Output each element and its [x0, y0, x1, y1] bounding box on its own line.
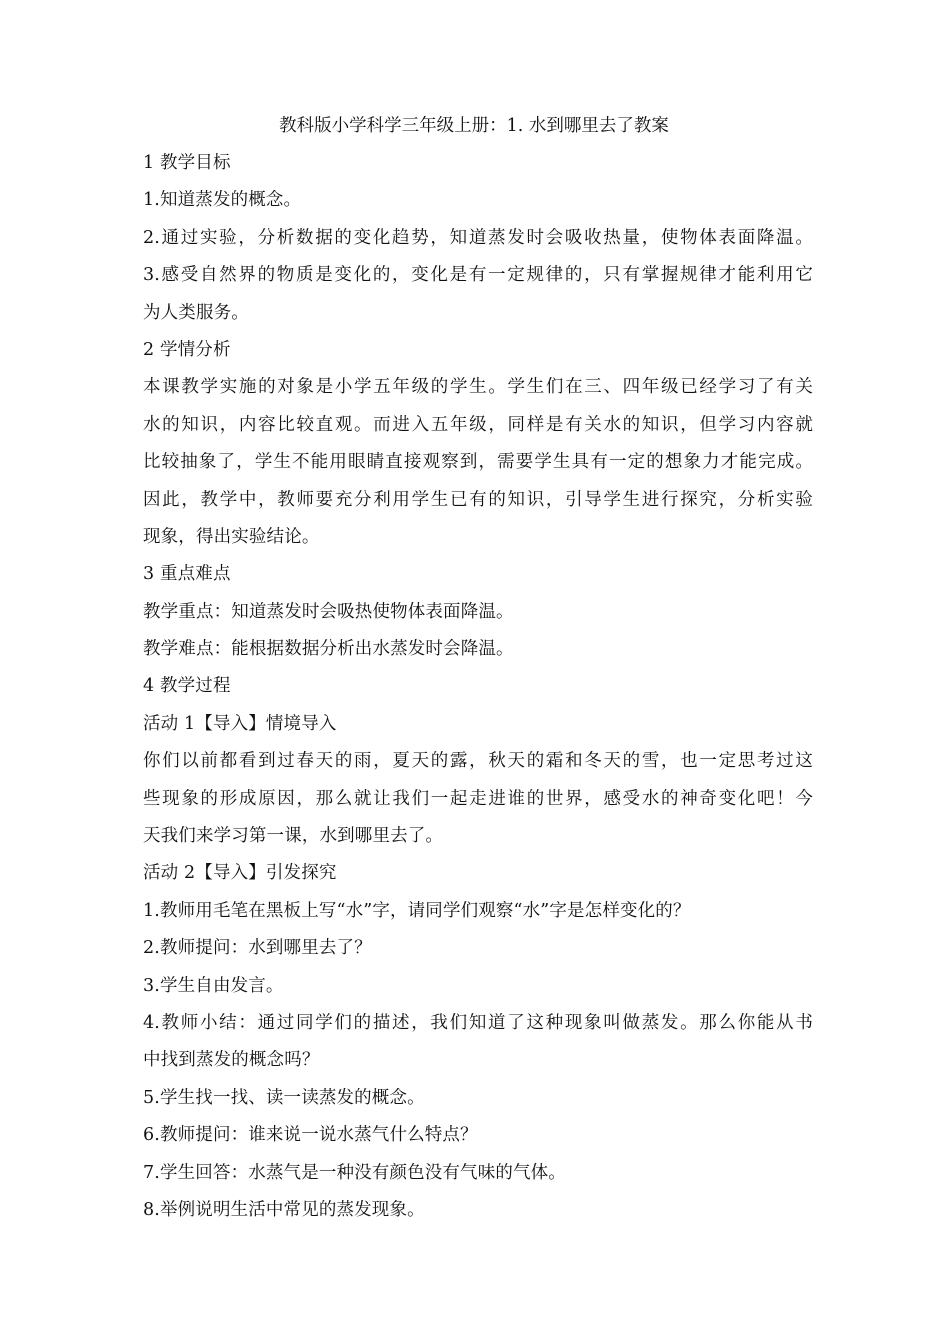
activity-1-paragraph-line: 你们以前都看到过春天的雨，夏天的露，秋天的霜和冬天的雪，也一定思考过这	[143, 751, 813, 772]
activity-2-step-1: 1.教师用毛笔在黑板上写“水”字，请同学们观察“水”字是怎样变化的？	[143, 900, 691, 921]
analysis-paragraph-line: 现象，得出实验结论。	[143, 526, 320, 547]
objective-item-3: 3.感受自然界的物质是变化的，变化是有一定规律的，只有掌握规律才能利用它	[143, 265, 813, 286]
activity-2-step-5: 5.学生找一找、读一读蒸发的概念。	[143, 1087, 425, 1108]
activity-2-step-3: 3.学生自由发言。	[143, 975, 284, 996]
activity-2-step-7: 7.学生回答：水蒸气是一种没有颜色没有气味的气体。	[143, 1162, 566, 1183]
section-heading-analysis: 2 学情分析	[143, 339, 231, 360]
document-body	[143, 108, 813, 1229]
key-point-difficulty: 教学难点：能根据数据分析出水蒸发时会降温。	[143, 639, 514, 660]
activity-2-step-2: 2.教师提问：水到哪里去了？	[143, 938, 372, 959]
analysis-paragraph-line: 比较抽象了，学生不能用眼睛直接观察到，需要学生具有一定的想象力才能完成。	[143, 452, 813, 473]
section-heading-objectives: 1 教学目标	[143, 153, 231, 173]
analysis-paragraph-line: 水的知识，内容比较直观。而进入五年级，同样是有关水的知识，但学习内容就	[143, 414, 813, 435]
objective-item-1: 1.知道蒸发的概念。	[143, 190, 302, 211]
activity-2-step-6: 6.教师提问：谁来说一说水蒸气什么特点？	[143, 1125, 478, 1146]
analysis-paragraph-line: 因此，教学中，教师要充分利用学生已有的知识，引导学生进行探究，分析实验	[143, 489, 813, 510]
activity-1-heading: 活动 1【导入】情境导入	[143, 713, 337, 734]
objective-item-2: 2.通过实验，分析数据的变化趋势，知道蒸发时会吸收热量，使物体表面降温。	[143, 227, 813, 248]
activity-2-step-4-continued: 中找到蒸发的概念吗？	[143, 1050, 320, 1071]
page-title: 教科版小学科学三年级上册：1. 水到哪里去了教案	[279, 116, 669, 136]
analysis-paragraph-line: 本课教学实施的对象是小学五年级的学生。学生们在三、四年级已经学习了有关	[143, 377, 813, 398]
objective-item-3-continued: 为人类服务。	[143, 302, 249, 323]
section-heading-key-points: 3 重点难点	[143, 564, 231, 585]
section-heading-process: 4 教学过程	[143, 676, 231, 697]
activity-1-paragraph-line: 些现象的形成原因，那么就让我们一起走进谁的世界，感受水的神奇变化吧！今	[143, 788, 813, 809]
activity-2-step-4: 4.教师小结：通过同学们的描述，我们知道了这种现象叫做蒸发。那么你能从书	[143, 1012, 813, 1033]
key-point-focus: 教学重点：知道蒸发时会吸热使物体表面降温。	[143, 601, 514, 622]
activity-2-heading: 活动 2【导入】引发探究	[143, 863, 337, 884]
activity-2-step-8: 8.举例说明生活中常见的蒸发现象。	[143, 1199, 425, 1220]
activity-1-paragraph-line: 天我们来学习第一课，水到哪里去了。	[143, 826, 444, 847]
